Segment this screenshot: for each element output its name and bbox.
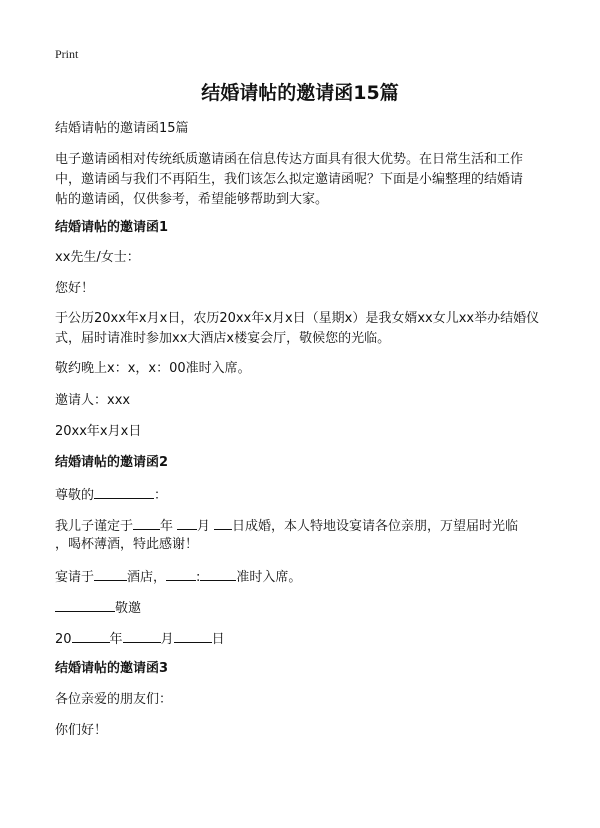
letter2-body-part-1: 我儿子谨定于 [55,519,134,534]
letter3-salutation: 各位亲爱的朋友们： [55,692,173,707]
minute-blank [200,566,236,581]
letter2-date-part-4: 日 [211,632,225,647]
intro-line-3: 帖的邀请函，仅供参考，希望能够帮助到大家。 [55,192,329,207]
intro-line-1: 电子邀请函相对传统纸质邀请函在信息传达方面具有很大优势。在日常生活和工作 [55,152,524,167]
letter2-banquet-part-3: 准时入席。 [236,570,302,585]
letter1-greeting: 您好！ [55,281,95,296]
letter3-greeting: 你们好！ [55,723,108,738]
letter1-time-line: 敬约晚上x：x，x：00准时入席。 [55,361,251,376]
letter2-date-part-3: 月 [160,632,174,647]
letter2-signature-line [55,597,555,619]
letter1-salutation: xx先生/女士： [55,250,140,265]
letter2-date-part-1: 20 [55,632,72,647]
letter2-banquet-part-2: 酒店， [127,570,167,585]
date-month-blank [123,628,161,643]
name-blank [94,484,154,499]
day-blank [214,515,232,530]
intro-line-2: 中，邀请函与我们不再陌生，我们该怎么拟定邀请函呢？下面是小编整理的结婚请 [55,172,524,187]
letter2-banquet-colon: : [196,570,201,585]
signature-blank [55,597,115,612]
letter1-date: 20xx年x月x日 [55,424,142,439]
letter2-body-line-1 [55,515,555,537]
letter2-salutation [55,484,555,506]
letter2-banquet-line [55,566,555,588]
letter2-body-part-3: 月 [197,519,211,534]
letter2-salutation-prefix: 尊敬的 [55,488,95,503]
hour-blank [166,566,196,581]
month-blank [177,515,197,530]
letter3-heading: 结婚请帖的邀请函3 [55,661,169,676]
document-title: 结婚请帖的邀请函15篇 [201,82,399,104]
letter2-body-part-2: 年 [160,519,174,534]
hotel-blank [94,566,127,581]
letter2-banquet-part-1: 宴请于 [55,570,95,585]
date-day-blank [174,628,212,643]
letter1-inviter: 邀请人：xxx [55,393,131,408]
letter1-body-line-1: 于公历20xx年x月x日，农历20xx年x月x日（星期x）是我女婿xx女儿xx举办结婚仪 [55,311,540,326]
letter2-body-line-2: ，喝杯薄酒，特此感谢！ [55,537,199,552]
letter1-heading: 结婚请帖的邀请函1 [55,220,169,235]
document-subtitle: 结婚请帖的邀请函15篇 [55,121,189,136]
letter2-date-part-2: 年 [109,632,123,647]
letter2-salutation-suffix: ： [154,488,168,503]
letter2-date-line [55,628,555,650]
letter2-body-part-4: 日成婚，本人特地设宴请各位亲朋，万望届时光临 [232,519,519,534]
letter2-heading: 结婚请帖的邀请函2 [55,455,169,470]
year-blank [133,515,160,530]
letter2-signature: 敬邀 [115,601,142,616]
letter1-body-line-2: 式，届时请准时参加xx大酒店x楼宴会厅，敬候您的光临。 [55,331,391,346]
print-label: Print [55,47,79,61]
date-year-blank [72,628,110,643]
